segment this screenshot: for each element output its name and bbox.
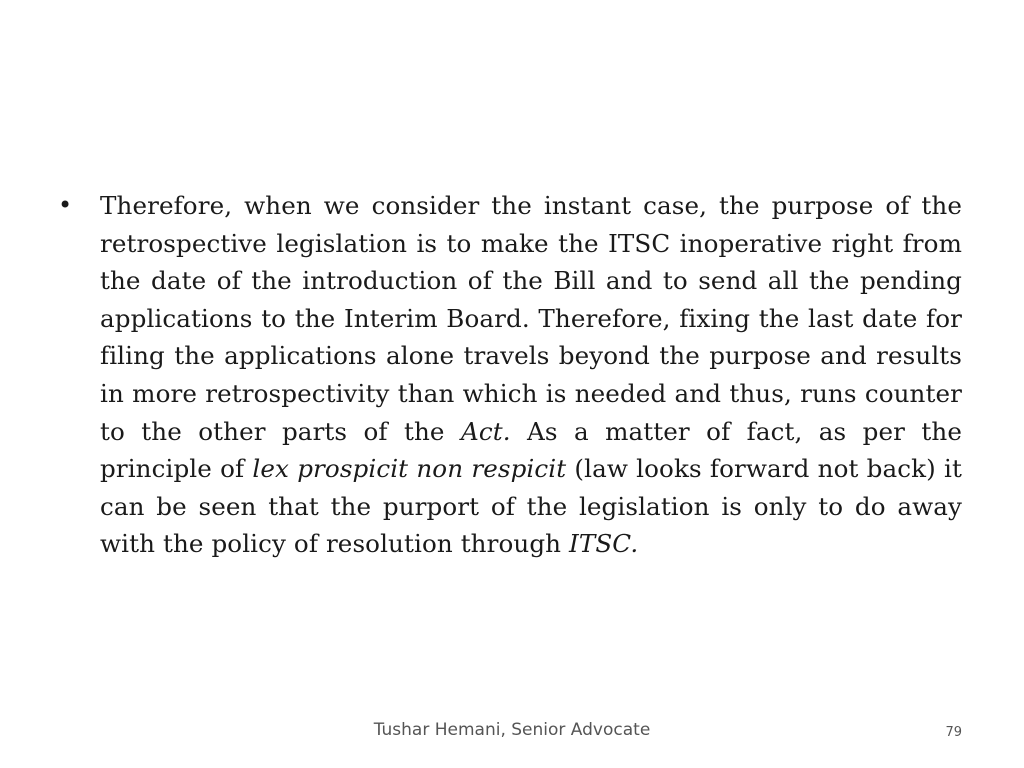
paragraph-italic-latin-maxim: lex prospicit non respicit	[252, 454, 567, 484]
bullet-paragraph	[100, 187, 962, 563]
paragraph-text-part3: (law looks forward not back) it can be seen that the purport of the legislation is only to do away with the policy of resolution through	[100, 454, 963, 559]
paragraph-italic-itsc: ITSC.	[569, 529, 639, 559]
paragraph-text-part2: As a matter of fact, as per the principle of	[100, 416, 962, 484]
paragraph-text-part1: Therefore, when we consider the instant case, the purpose of the retrospective legislation is to make the ITSC inoperative right from the date of the introduction of the Bill and to send all the pending applications to the Interim Board. Therefore, fixing the last date for filing the applications alone travels beyond the purpose and results in more retrospectivity than which is needed and thus, runs counter to the other parts of the	[100, 191, 962, 446]
paragraph-italic-act: Act.	[460, 416, 511, 446]
page-number: 79	[945, 725, 962, 740]
footer-author: Tushar Hemani, Senior Advocate	[373, 720, 651, 740]
bullet-point: •	[58, 191, 73, 219]
bullet-item	[58, 187, 962, 563]
